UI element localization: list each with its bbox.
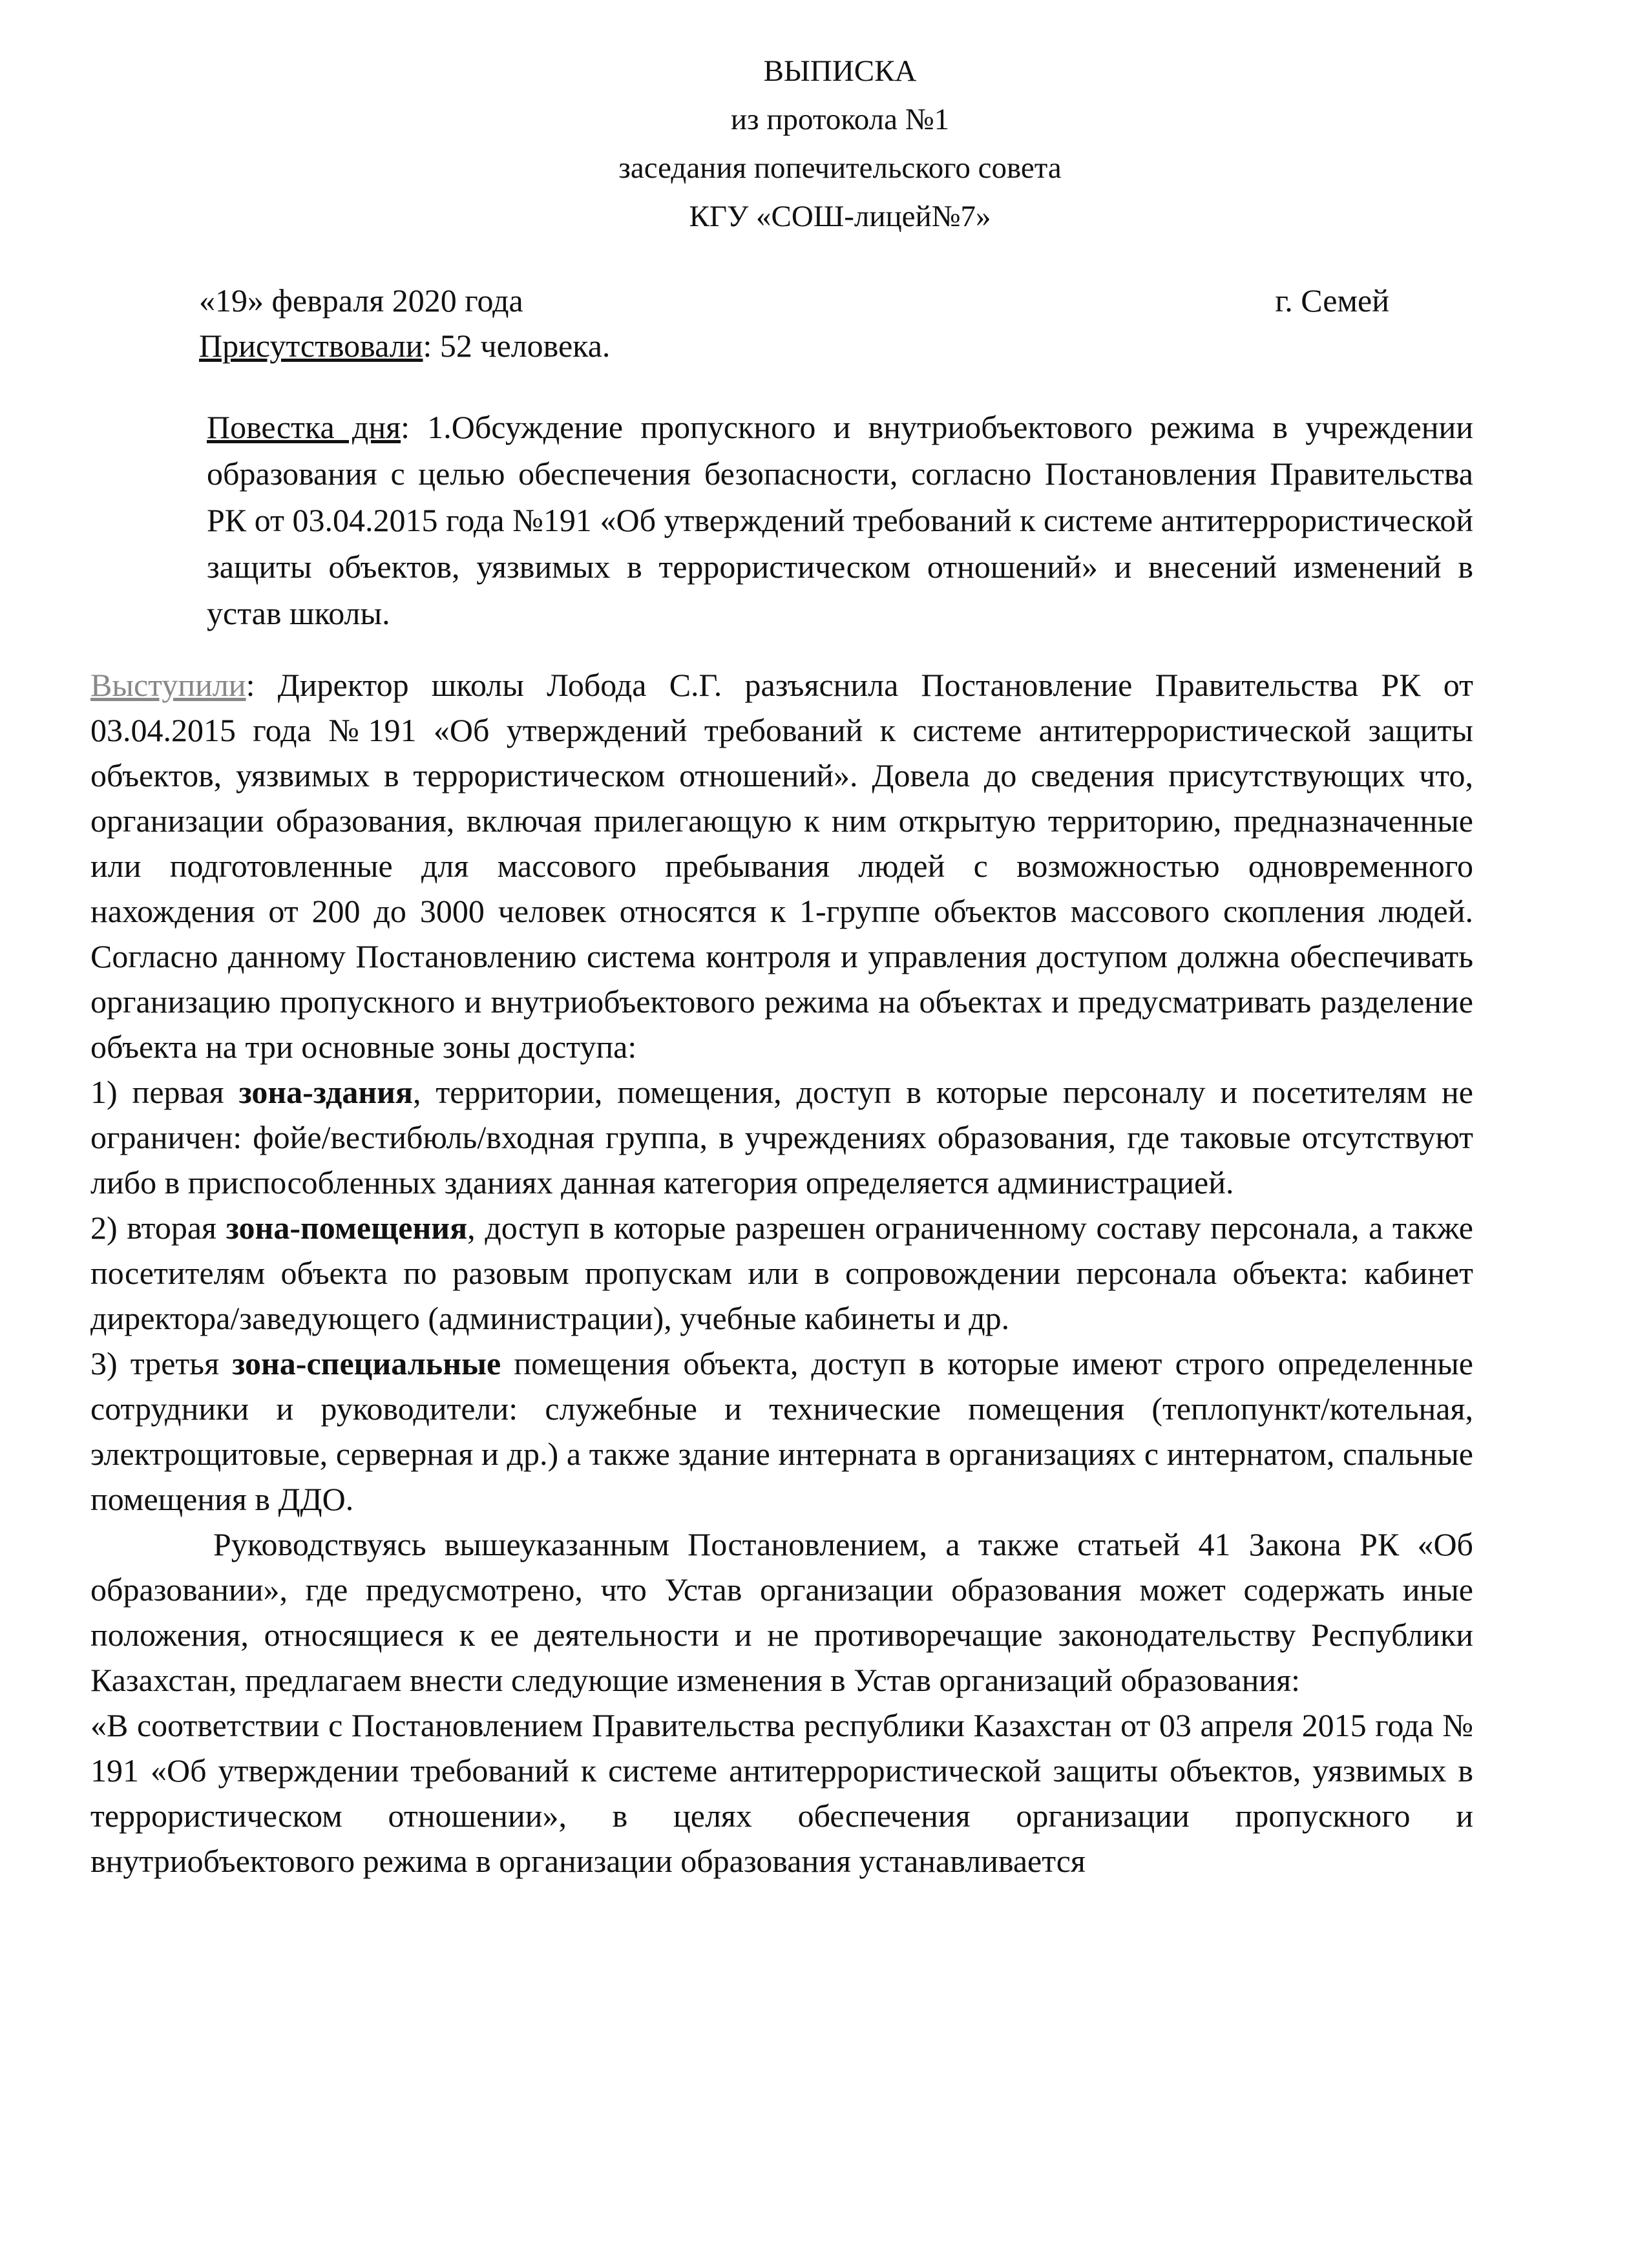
- protocol-number: из протокола №1: [730, 103, 950, 136]
- guided-paragraph: Руководствуясь вышеуказанным Постановлением, а также статьей 41 Закона РК «Об образовании», где предусмотрено, что Устав организации образования может содержать иные положения, относящиеся к ее деятельности и не противоречащие законодательству Республики Казахстан, предлагаем внести следующие изменения в Устав организаций образования:: [90, 1526, 1473, 1698]
- zone-1-title: зона-здания: [238, 1074, 413, 1110]
- speakers-label: Выступили: [90, 667, 246, 703]
- zone-1-text: , территории, помещения, доступ в которые персоналу и посетителям не ограничен: фойе/вестибюль/входная группа, в учреждениях образования, где таковые отсутствуют либо в приспособленных зданиях данная категория определяется администрацией.: [90, 1074, 1473, 1201]
- zone-3-item: [90, 1341, 1473, 1522]
- zone-1-prefix: 1) первая: [90, 1074, 239, 1110]
- speakers-paragraph: [90, 662, 1473, 1069]
- agenda-label: Повестка дня: [207, 409, 401, 445]
- zone-3-prefix: 3) третья: [90, 1345, 233, 1381]
- zone-2-title: зона-помещения: [226, 1210, 468, 1246]
- agenda-paragraph: [207, 404, 1473, 636]
- zone-3-title: зона-специальные: [232, 1345, 501, 1381]
- main-body: [90, 662, 1473, 1884]
- attendance-value: : 52 человека.: [423, 328, 611, 364]
- speakers-text: : Директор школы Лобода С.Г. разъяснила Постановление Правительства РК от 03.04.2015 года №191 «Об утверждений требований к системе антитеррористической защиты объектов, уязвимых в террористическом отношений». Довела до сведения присутствующих что, организации образования, включая прилегающую к ним открытую территорию, предназначенные или подготовленные для массового пребывания людей с возможностью одновременного нахождения от 200 до 3000 человек относятся к 1-группе объектов массового скопления людей. Согласно данному Постановлению система контроля и управления доступом должна обеспечивать организацию пропускного и внутриобъектового режима на объектах и предусматривать разделение объекта на три основные зоны доступа:: [90, 667, 1473, 1065]
- zone-3-text: помещения объекта, доступ в которые имеют строго определенные сотрудники и руководители: служебные и технические помещения (теплопункт/котельная, электрощитовые, серверная и др.) а также здание интерната в организациях с интернатом, спальные помещения в ДДО.: [90, 1345, 1473, 1517]
- document-title: ВЫПИСКА: [763, 54, 917, 88]
- zone-2-prefix: 2) вторая: [90, 1210, 226, 1246]
- attendance-label: Присутствовали: [199, 328, 423, 364]
- attendance-line: [199, 323, 610, 368]
- zone-2-item: [90, 1205, 1473, 1341]
- meeting-date: «19» февраля 2020 года: [199, 282, 523, 319]
- zone-1-item: [90, 1069, 1473, 1205]
- meeting-city: г. Семей: [1275, 282, 1389, 319]
- institution-name: КГУ «СОШ-лицей№7»: [689, 200, 991, 233]
- zone-2-text: , доступ в которые разрешен ограниченному составу персонала, а также посетителям объекта по разовым пропускам или в сопровождении персонала объекта: кабинет директора/заведующего (администрации), учебные кабинеты и др.: [90, 1210, 1473, 1336]
- charter-amendment-paragraph: «В соответствии с Постановлением Правительства республики Казахстан от 03 апреля 2015 года № 191 «Об утверждении требований к системе антитеррористической защиты объектов, уязвимых в террористическом отношении», в целях обеспечения организации пропускного и внутриобъектового режима в организации образования устанавливается: [90, 1707, 1473, 1879]
- agenda-text: : 1.Обсуждение пропускного и внутриобъектового режима в учреждении образования с целью обеспечения безопасности, согласно Постановления Правительства РК от 03.04.2015 года №191 «Об утверждений требований к системе антитеррористической защиты объектов, уязвимых в террористическом отношений» и внесений изменений в устав школы.: [207, 409, 1473, 631]
- meeting-name: заседания попечительского совета: [618, 151, 1062, 185]
